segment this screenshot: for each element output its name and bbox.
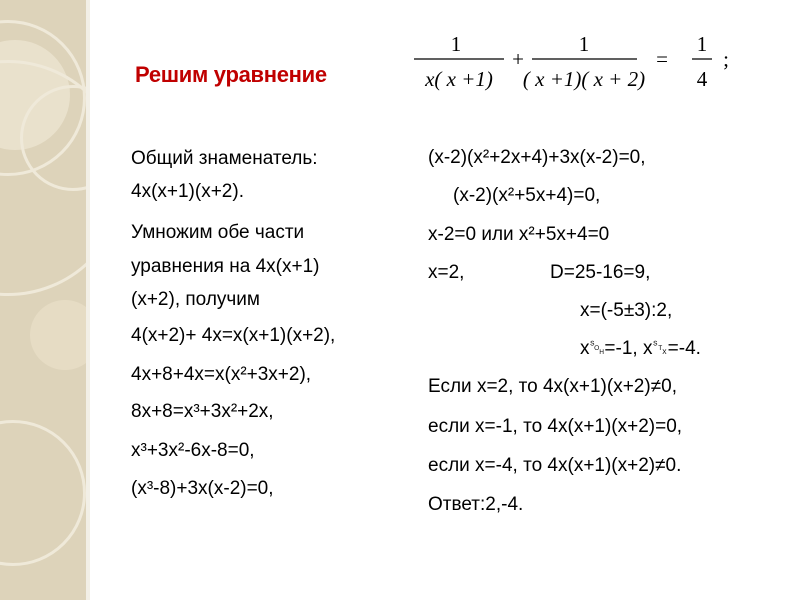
text-line: если x=-4, то 4x(x+1)(x+2)≠0. — [428, 455, 682, 476]
text-line: (x-2)(x²+5x+4)=0, — [453, 185, 601, 206]
text-line: уравнения на 4x(x+1) — [131, 256, 320, 277]
text-line: x␁=-1, x␂=-4. — [580, 338, 701, 359]
semicolon: ; — [723, 47, 729, 71]
text-line: Ответ:2,-4. — [428, 494, 524, 515]
band-separator — [86, 0, 90, 600]
decorative-side-band — [0, 0, 90, 600]
text-line: x-2=0 или x²+5x+4=0 — [428, 224, 610, 245]
plus-sign: + — [512, 47, 524, 71]
text-line: 8x+8=x³+3x²+2x, — [131, 401, 274, 422]
rhs-numerator: 1 — [696, 32, 708, 56]
text-line: x=(-5±3):2, — [580, 300, 673, 321]
term2-denominator: ( x +1)( x + 2) — [522, 67, 646, 91]
decorative-arc — [0, 420, 86, 566]
term2-numerator: 1 — [578, 32, 590, 56]
text-line: (x-2)(x²+2x+4)+3x(x-2)=0, — [428, 147, 646, 168]
term1-numerator: 1 — [450, 32, 462, 56]
equals-sign: = — [656, 47, 668, 71]
text-line: Умножим обе части — [131, 222, 305, 243]
text-line: 4x+8+4x=x(x²+3x+2), — [131, 364, 312, 385]
text-line: Общий знаменатель: — [131, 148, 318, 169]
text-line: (x³-8)+3x(x-2)=0, — [131, 478, 274, 499]
rhs-denominator: 4 — [696, 67, 708, 91]
text-line: 4x(x+1)(x+2). — [131, 181, 244, 202]
text-line: если x=-1, то 4x(x+1)(x+2)=0, — [428, 416, 683, 437]
text-line: Если x=2, то 4x(x+1)(x+2)≠0, — [428, 376, 677, 397]
text-line: D=25-16=9, — [550, 262, 651, 283]
text-line: 4(x+2)+ 4x=x(x+1)(x+2), — [131, 325, 336, 346]
text-line: x=2, — [428, 262, 465, 283]
text-line: (x+2), получим — [131, 289, 260, 310]
decorative-arc — [0, 60, 90, 296]
decorative-circle — [30, 300, 90, 370]
text-line: x³+3x²-6x-8=0, — [131, 440, 255, 461]
slide-title: Решим уравнение — [135, 62, 327, 87]
term1-denominator: x( x +1) — [425, 67, 493, 91]
equation-formula — [412, 26, 772, 106]
